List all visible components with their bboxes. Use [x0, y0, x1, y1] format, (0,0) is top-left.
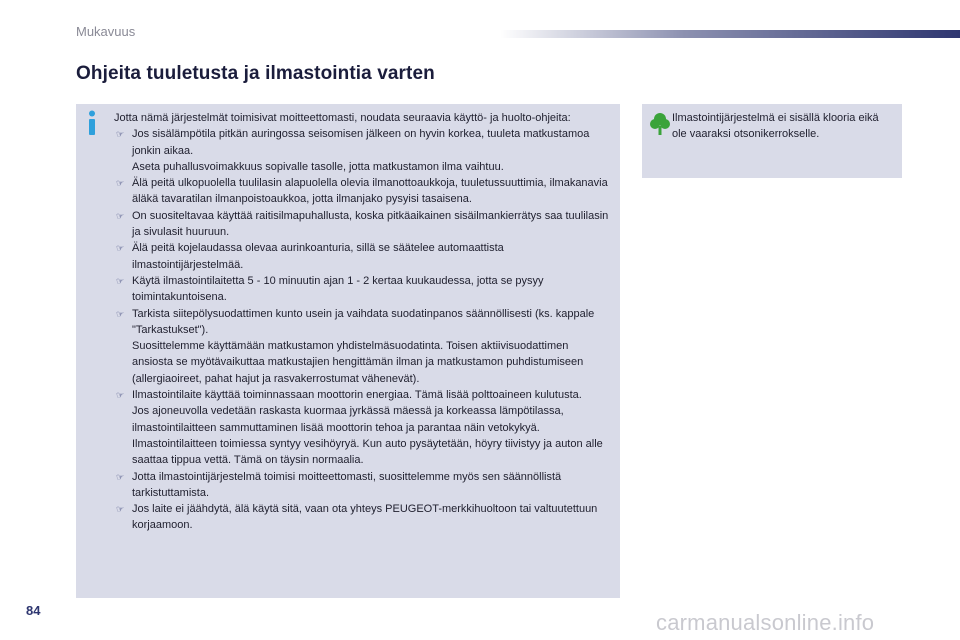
bullet-pointer-icon: ☞: [116, 243, 125, 254]
header-bar: [500, 30, 960, 38]
info-box: [76, 104, 620, 598]
info-text: [114, 110, 610, 534]
tree-icon: [650, 112, 670, 136]
bullet-pointer-icon: ☞: [116, 178, 125, 189]
tip-item: [114, 126, 610, 175]
bullet-pointer-icon: ☞: [116, 390, 125, 401]
bullet-pointer-icon: ☞: [116, 275, 125, 286]
tip-paragraph: On suositeltavaa käyttää raitisilmapuhallusta, koska pitkäaikainen sisäilmankierrätys saa tuulilasin ja sivulasit huuruun.: [132, 209, 609, 239]
tip-paragraph: Jos ajoneuvolla vedetään raskasta kuormaa jyrkässä mäessä ja korkeassa lämpötilassa, ilmastointilaitteen sammuttaminen lisää moottorin tehoa ja parantaa näin vetokykyä.: [132, 405, 564, 434]
page-title: Ohjeita tuuletusta ja ilmastointia varten: [76, 63, 435, 84]
bullet-pointer-icon: ☞: [116, 471, 125, 482]
page-number: 84: [26, 603, 41, 618]
tip-paragraph: Älä peitä ulkopuolella tuulilasin alapuolella olevia ilmanottoaukkoja, tuuletussuuttimia, ilmakanavia äläkä tavaratilan ilmanpoistoaukkoa, jotta ilmanjako pysyisi tasaisena.: [132, 177, 608, 206]
bullet-pointer-icon: ☞: [116, 308, 125, 319]
intro-text: Jotta nämä järjestelmät toimisivat moitteettomasti, noudata seuraavia käyttö- ja huolto-ohjeita:: [114, 112, 571, 124]
tip-paragraph: Älä peitä kojelaudassa olevaa aurinkoanturia, sillä se säätelee automaattista ilmastointijärjestelmää.: [132, 242, 504, 271]
tip-paragraph: Ilmastointilaite käyttää toiminnassaan moottorin energiaa. Tämä lisää polttoaineen kulutusta.: [132, 389, 582, 402]
tip-paragraph: Suosittelemme käyttämään matkustamon yhdistelmäsuodatinta. Toisen aktiivisuodattimen ansiosta se myötävaikuttaa matkustajien hengittämän ilman ja matkustamon puhdistumiseen (allergiaoireet, pahat hajut ja rasvakerrostumat vähenevät).: [132, 340, 584, 385]
tip-item: [114, 273, 610, 306]
info-icon: [86, 110, 98, 136]
bullet-pointer-icon: ☞: [116, 129, 125, 140]
tips-list: [114, 126, 610, 533]
tip-paragraph: Ilmastointilaitteen toimiessa syntyy vesihöyryä. Kun auto pysäytetään, höyry tiivistyy ja auton alle saattaa tippua vettä. Tämä on täysin normaalia.: [132, 437, 603, 467]
tip-item: [114, 387, 610, 468]
tip-item: [114, 469, 610, 502]
tip-paragraph: Jos laite ei jäähdytä, älä käytä sitä, vaan ota yhteys PEUGEOT-merkkihuoltoon tai valtuutettuun korjaamoon.: [132, 503, 598, 532]
section-label: Mukavuus: [76, 24, 136, 39]
bullet-pointer-icon: ☞: [116, 504, 125, 515]
watermark: carmanualsonline.info: [656, 610, 875, 635]
tip-paragraph: Jotta ilmastointijärjestelmä toimisi moitteettomasti, suosittelemme myös sen säännöllistä tarkistuttamista.: [132, 470, 562, 499]
bullet-pointer-icon: ☞: [116, 210, 125, 221]
tip-item: [114, 208, 610, 241]
eco-box: [642, 104, 902, 178]
tip-paragraph: Tarkista siitepölysuodattimen kunto usein ja vaihdata suodatinpanos säännöllisesti (ks. kappale "Tarkastukset").: [132, 307, 595, 336]
tip-paragraph: Aseta puhallusvoimakkuus sopivalle tasolle, jotta matkustamon ilma vaihtuu.: [132, 160, 504, 173]
tip-item: [114, 306, 610, 387]
eco-text: Ilmastointijärjestelmä ei sisällä klooria eikä ole vaaraksi otsonikerrokselle.: [672, 112, 879, 141]
tip-item: [114, 175, 610, 208]
tip-paragraph: Käytä ilmastointilaitetta 5 - 10 minuutin ajan 1 - 2 kertaa kuukaudessa, jotta se pysyy toimintakuntoisena.: [132, 274, 544, 304]
tip-item: [114, 240, 610, 273]
tip-paragraph: Jos sisälämpötila pitkän auringossa seisomisen jälkeen on hyvin korkea, tuuleta matkustamoa jonkin aikaa.: [132, 128, 590, 157]
tip-item: [114, 501, 610, 534]
